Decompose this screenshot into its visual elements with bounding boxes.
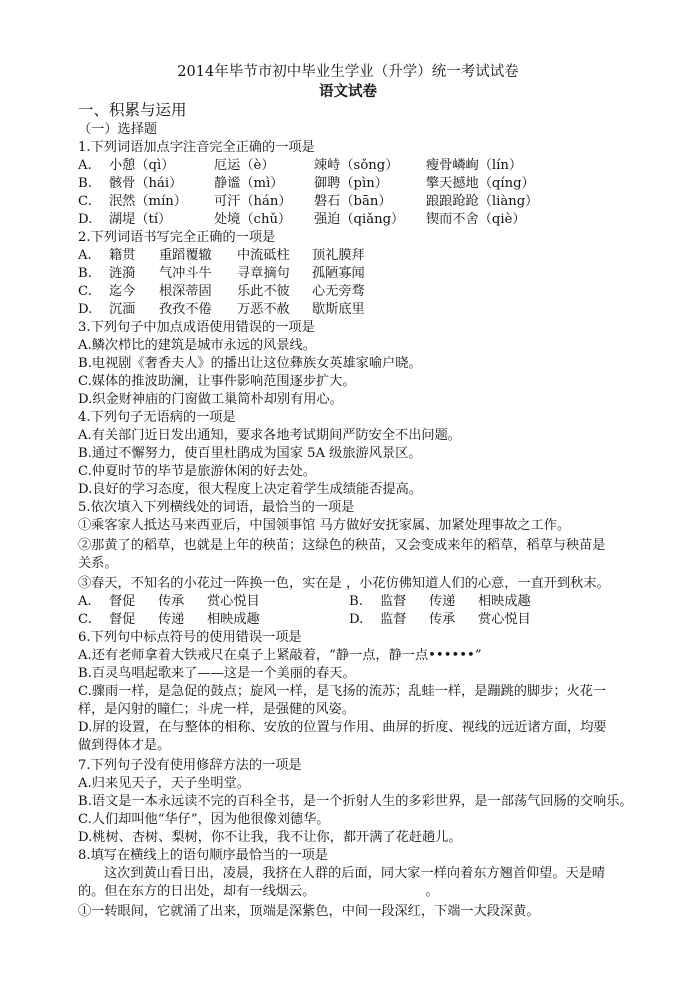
option-item: 踉踉跄跄（liàng） [426,194,539,209]
option-item: 乐此不彼 [237,284,290,299]
q7-option-b: B.语文是一本永远读不完的百科全书，是一个折射人生的多彩世界，是一部荡气回肠的交响乐。 [78,794,633,809]
option-item: 根深蒂固 [159,284,212,299]
option-item: 相映成趣 [207,612,260,627]
option-item: 传递 [158,612,185,627]
option-item: 骸骨（hái） [109,176,183,191]
option-letter: C. [78,284,92,299]
q6-option-b: B.百灵鸟唱起歌来了——这是一个美丽的春天。 [78,666,356,681]
q4-option-c: C.仲夏时节的毕节是旅游休闲的好去处。 [78,464,316,479]
exam-subtitle: 语文试卷 [319,83,377,100]
option-item: 孤陋寡闻 [312,266,365,281]
option-letter: B. [78,176,92,191]
q6-option-c: C.骤雨一样，是急促的鼓点；旋风一样，是飞扬的流苏；乱蛙一样，是蹦跳的脚步；火花一 [78,684,607,699]
q8-passage-text: 的。但在东方的日出处，却有一线烟云。 [78,884,316,899]
option-item: 赏心悦目 [478,612,531,627]
q2-option-a [78,247,365,265]
option-item: 竦峙（sǒng） [314,158,399,173]
option-item: 重蹈覆辙 [159,248,212,263]
option-item: 万恶不赦 [237,302,290,317]
option-item: 传承 [429,612,456,627]
option-letter: A. [78,248,92,263]
q8-passage-cont [78,883,439,901]
q3-option-c: C.媒体的推波助澜，让事件影响范围逐步扩大。 [78,374,356,389]
q5-stem: 5.依次填入下列横线处的词语，最恰当的一项是 [78,500,355,515]
option-item: 涟漪 [109,266,136,281]
q5-options-cd [78,611,531,629]
q1-stem: 1.下列词语加点字注音完全正确的一项是 [78,140,315,155]
option-item: 监督 [380,612,407,627]
q1-option-b [78,175,535,193]
option-item: 沉湎 [109,302,136,317]
option-item: 瘦骨嶙峋（lín） [426,158,523,173]
option-item: 歇斯底里 [312,302,365,317]
q7-stem: 7.下列句子没有使用修辞方法的一项是 [78,758,302,773]
q1-option-c [78,193,538,211]
option-item: 擎天撼地（qíng） [426,176,535,191]
q8-passage: 这次到黄山看日出，凌晨，我挤在人群的后面，同大家一样向着东方翘首仰望。天是晴 [104,866,606,881]
q5-options-ab [78,593,531,611]
option-item: 赏心悦目 [207,594,260,609]
q3-option-d: D.织金财神庙的门窗做工巢简朴却别有用心。 [78,392,343,407]
option-item: 传递 [429,594,456,609]
q4-option-b: B.通过不懈努力，使百里杜鹃成为国家 5A 级旅游风景区。 [78,446,422,461]
option-item: 气冲斗牛 [159,266,212,281]
option-letter: D. [349,612,364,627]
q6-option-a: A.还有老师拿着大铁戒尺在桌子上紧敲着，“静一点，静一点••••••” [78,648,482,663]
option-item: 中流砥柱 [237,248,290,263]
q6-stem: 6.下列句中标点符号的使用错误一项是 [78,630,302,645]
q8-sentence-1: ①一转眼间，它就涌了出来，顶端是深紫色，中间一段深红，下端一大段深黄。 [78,904,540,919]
q5-sentence-3: ③春天，不知名的小花过一阵换一色，实在是 ，小花仿佛知道人们的心意，一直开到秋末。 [78,576,610,591]
option-letter: B. [78,266,92,281]
q2-option-d [78,301,365,319]
q6-option-d: D.屏的设置，在与整体的相称、安放的位置与作用、曲屏的折度、视线的远近诸方面，均要 [78,720,607,735]
q5-sentence-2-cont: 关系。 [78,556,118,571]
q3-stem: 3.下列句子中加点成语使用错误的一项是 [78,320,315,335]
option-item: 静谧（mì） [214,176,284,191]
option-item: 顶礼膜拜 [312,248,365,263]
option-letter: A. [78,158,92,173]
option-letter: C. [78,194,92,209]
q2-stem: 2.下列词语书写完全正确的一项是 [78,230,276,245]
option-item: 籍贯 [109,248,136,263]
option-item: 寻章摘句 [237,266,290,281]
option-letter: B. [349,594,363,609]
q6-option-d-cont: 做到得体才是。 [78,738,171,753]
option-item: 传承 [158,594,185,609]
option-item: 湖堤（tí） [109,212,172,227]
q1-option-d [78,211,526,229]
section-heading: 一、积累与运用 [78,101,187,119]
option-item: 督促 [109,594,136,609]
q4-option-a: A.有关部门近日发出通知，要求各地考试期间严防安全不出问题。 [78,428,461,443]
q8-blank-period: 。 [425,884,439,899]
option-item: 泯然（mín） [109,194,187,209]
option-item: 厄运（è） [214,158,275,173]
q5-sentence-1: ①乘客家人抵达马来西亚后，中国领事馆 马方做好安抚家属、加紧处理事故之工作。 [78,518,571,533]
q3-option-b: B.电视剧《奢香夫人》的播出让这位彝族女英雄家喻户晓。 [78,356,422,371]
option-item: 处境（chǔ） [214,212,292,227]
q4-stem: 4.下列句子无语病的一项是 [78,410,236,425]
option-item: 监督 [380,594,407,609]
subsection-heading: （一）选择题 [78,122,158,137]
option-letter: D. [78,212,93,227]
q2-option-b [78,265,365,283]
q7-option-c: C.人们却叫他“华仔”，因为他很像刘德华。 [78,812,330,827]
q6-option-c-cont: 样，是闪射的瞳仁；斗虎一样，是强健的风姿。 [78,702,355,717]
option-item: 御聘（pìn） [314,176,388,191]
q4-option-d: D.良好的学习态度，很大程度上决定着学生成绩能否提高。 [78,482,422,497]
option-item: 可汗（hán） [214,194,292,209]
option-item: 相映成趣 [478,594,531,609]
q2-option-c [78,283,365,301]
option-item: 锲而不舍（qiè） [426,212,526,227]
q7-option-a: A.归来见天子，天子坐明堂。 [78,776,250,791]
option-item: 磐石（bān） [314,194,392,209]
option-letter: A. [78,594,92,609]
option-item: 心无旁骛 [312,284,365,299]
option-item: 孜孜不倦 [159,302,212,317]
q3-option-a: A.鳞次栉比的建筑是城市永远的风景线。 [78,338,316,353]
option-item: 小憩（qì） [109,158,175,173]
q1-option-a [78,157,522,175]
q7-option-d: D.桃树、杏树、梨树，你不让我，我不让你，都开满了花赶趟儿。 [78,830,462,845]
option-item: 督促 [109,612,136,627]
option-letter: D. [78,302,93,317]
exam-title: 2014年毕节市初中毕业生学业（升学）统一考试试卷 [177,64,519,80]
option-item: 强迫（qiǎng） [314,212,405,227]
q8-stem: 8.填写在横线上的语句顺序最恰当的一项是 [78,848,328,863]
q5-sentence-2: ②那黄了的稻草，也就是上年的秧苗；这绿色的秧苗，又会变成来年的稻草，稻草与秧苗是 [78,538,606,553]
option-letter: C. [78,612,92,627]
option-item: 迄今 [109,284,136,299]
